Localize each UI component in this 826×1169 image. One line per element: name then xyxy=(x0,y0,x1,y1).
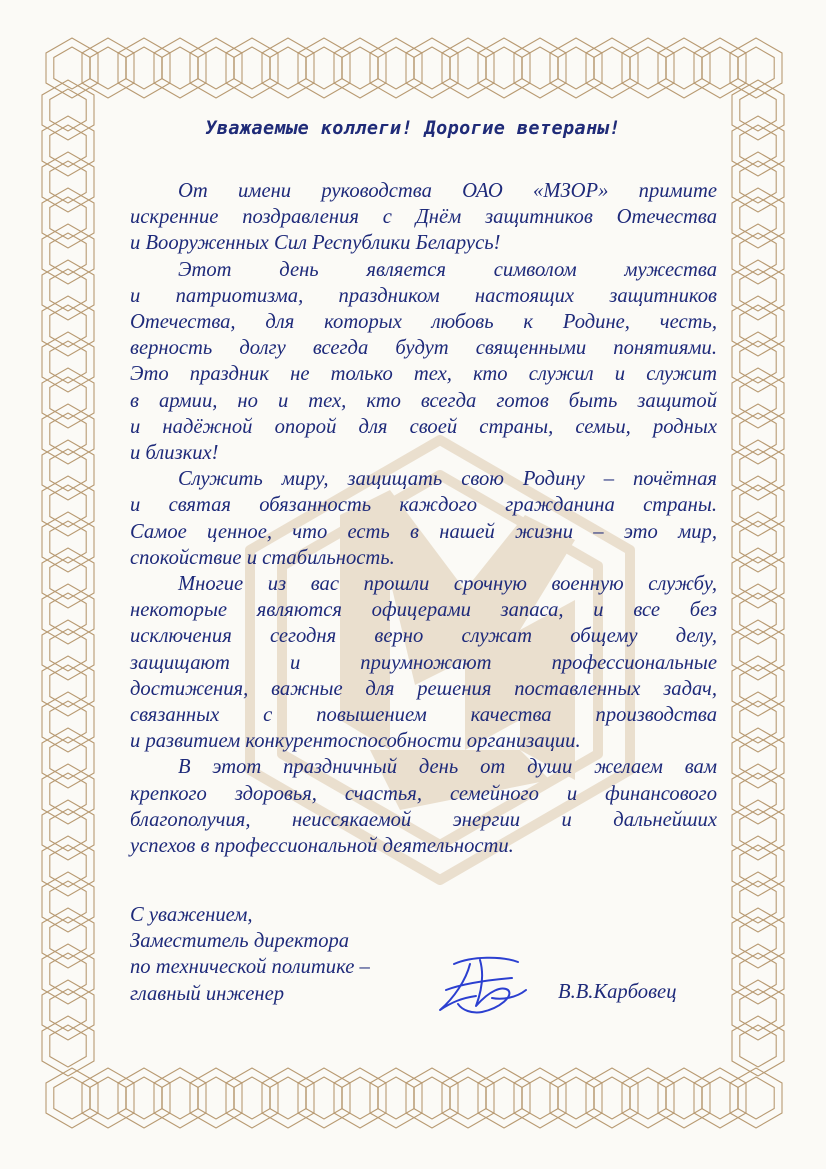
closing-block xyxy=(130,902,370,1007)
body-line: Этот день является символом мужества xyxy=(178,258,717,281)
closing-line: С уважением, xyxy=(130,904,253,926)
body-line: и надёжной опорой для своей страны, семьи, родных xyxy=(130,415,717,438)
border-hexagon xyxy=(198,1077,234,1119)
body-line: В этот праздничный день от души желаем вам xyxy=(178,756,717,779)
body-line: некоторые являются офицерами запаса, и все без xyxy=(130,599,717,622)
border-hexagon xyxy=(198,47,234,89)
border-hexagon xyxy=(450,1077,486,1119)
border-hexagon xyxy=(486,1077,522,1119)
body-line: защищают и приумножают профессиональные xyxy=(130,651,717,674)
border-hexagon xyxy=(342,1077,378,1119)
border-hexagon xyxy=(666,1077,702,1119)
border-hexagon xyxy=(666,47,702,89)
border-hexagon xyxy=(270,47,306,89)
border-hexagon xyxy=(162,1077,198,1119)
border-hexagon xyxy=(234,1077,270,1119)
closing-line: Заместитель директора xyxy=(130,930,350,953)
closing-line: по технической политике – xyxy=(130,956,370,979)
body-line: крепкого здоровья, счастья, семейного и финансового xyxy=(130,782,717,805)
border-hexagon xyxy=(522,1077,558,1119)
body-line: и Вооруженных Сил Республики Беларусь! xyxy=(130,232,501,255)
body-line: Служить миру, защищать свою Родину – почётная xyxy=(178,468,717,491)
letter-body xyxy=(130,178,717,859)
body-line: успехов в профессиональной деятельности. xyxy=(130,835,514,858)
body-line: и развитием конкурентоспособности организации. xyxy=(130,730,581,753)
body-line: в армии, но и тех, кто всегда готов быть защитой xyxy=(130,389,717,412)
body-line: исключения сегодня верно служат общему делу, xyxy=(130,625,717,648)
border-hexagon xyxy=(738,47,774,89)
border-hexagon xyxy=(90,1077,126,1119)
body-line: Многие из вас прошли срочную военную службу, xyxy=(178,573,717,596)
body-line: связанных с повышением качества производства xyxy=(130,704,717,727)
body-line: спокойствие и стабильность. xyxy=(130,546,395,569)
border-hexagon xyxy=(414,47,450,89)
border-hexagon xyxy=(90,47,126,89)
signatory-name: В.В.Карбовец xyxy=(558,981,677,1003)
handwritten-signature xyxy=(432,950,532,1022)
border-hexagon xyxy=(594,1077,630,1119)
border-hexagon xyxy=(486,47,522,89)
border-hexagon xyxy=(162,47,198,89)
border-hexagon xyxy=(306,1077,342,1119)
border-hexagon xyxy=(234,47,270,89)
body-line: искренние поздравления с Днём защитников Отечества xyxy=(130,206,717,229)
closing-line: главный инженер xyxy=(130,982,285,1005)
border-hexagon xyxy=(126,1077,162,1119)
border-hexagon xyxy=(522,47,558,89)
body-line: Отечества, для которых любовь к Родине, честь, xyxy=(130,311,717,334)
border-hexagon xyxy=(342,47,378,89)
body-line: и святая обязанность каждого гражданина страны. xyxy=(130,494,717,517)
border-hexagon xyxy=(414,1077,450,1119)
border-hexagon xyxy=(558,47,594,89)
border-hexagon xyxy=(306,47,342,89)
border-hexagon xyxy=(702,1077,738,1119)
border-hexagon xyxy=(378,1077,414,1119)
body-line: и близких! xyxy=(130,442,219,465)
body-line: верность долгу всегда будут священными понятиями. xyxy=(130,337,717,360)
body-line: достижения, важные для решения поставленных задач, xyxy=(130,677,717,700)
body-line: и патриотизма, праздником настоящих защитников xyxy=(130,284,717,307)
letter-heading: Уважаемые коллеги! Дорогие ветераны! xyxy=(205,118,621,139)
border-hexagon xyxy=(270,1077,306,1119)
body-line: От имени руководства ОАО «МЗОР» примите xyxy=(178,180,717,202)
border-hexagon xyxy=(450,47,486,89)
border-hexagon xyxy=(594,47,630,89)
border-hexagon xyxy=(630,1077,666,1119)
border-hexagon xyxy=(738,1077,774,1119)
border-hexagon xyxy=(378,47,414,89)
border-hexagon xyxy=(126,47,162,89)
body-line: Это праздник не только тех, кто служил и служит xyxy=(130,363,717,386)
body-line: Самое ценное, что есть в нашей жизни – это мир, xyxy=(130,520,717,543)
border-hexagon xyxy=(630,47,666,89)
border-hexagon xyxy=(558,1077,594,1119)
border-hexagon xyxy=(54,1077,90,1119)
body-line: благополучия, неиссякаемой энергии и дальнейших xyxy=(130,808,717,831)
border-hexagon xyxy=(702,47,738,89)
